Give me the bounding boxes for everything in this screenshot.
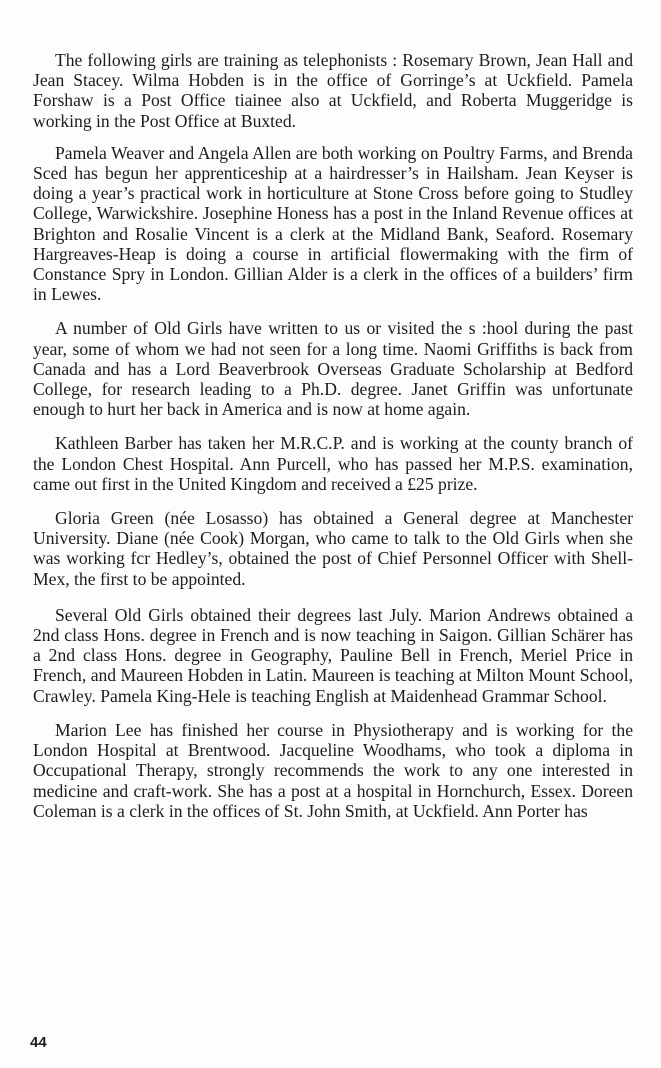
body-text <box>33 50 633 821</box>
paragraph-gloria-green: Gloria Green (née Losasso) has obtained a General degree at Manchester University. Diane (née Cook) Morgan, who came to talk to the Old Girls when she was working fcr Hedley’s, obtained the post of Chief Personnel Officer with Shell-Mex, the first to be appointed. <box>33 508 633 589</box>
paragraph-kathleen-barber: Kathleen Barber has taken her M.R.C.P. and is working at the county branch of the London Chest Hospital. Ann Purcell, who has passed her M.P.S. examination, came out first in the United Kingdom and received a £25 prize. <box>33 433 633 494</box>
paragraph-marion-lee: Marion Lee has finished her course in Physiotherapy and is working for the London Hospital at Brentwood. Jacqueline Woodhams, who took a diploma in Occupational Therapy, strongly recommends the work to any one interested in medicine and craft-work. She has a post at a hospital in Hornchurch, Essex. Doreen Coleman is a clerk in the offices of St. John Smith, at Uckfield. Ann Porter has <box>33 719 633 821</box>
page-number: 44 <box>30 1034 47 1051</box>
paragraph-degrees: Several Old Girls obtained their degrees last July. Marion Andrews obtained a 2nd class Hons. degree in French and is now teaching in Saigon. Gillian Schärer has a 2nd class Hons. degree in Geography, Pauline Bell in French, Meriel Price in French, and Maureen Hobden in Latin. Maureen is teaching at Milton Mount School, Crawley. Pamela King-Hele is teaching English at Maidenhead Grammar School. <box>33 604 633 706</box>
paragraph-old-girls-visits: A number of Old Girls have written to us or visited the s :hool during the past year, some of whom we had not seen for a long time. Naomi Griffiths is back from Canada and has a Lord Beaverbrook Overseas Graduate Scholarship at Bedford College, for research leading to a Ph.D. degree. Janet Griffin was unfortunate enough to hurt her back in America and is now at home again. <box>33 318 633 420</box>
paragraph-poultry-farms: Pamela Weaver and Angela Allen are both working on Poultry Farms, and Brenda Sced has begun her apprenticeship at a hairdresser’s in Hailsham. Jean Keyser is doing a year’s practical work in horticulture at Stone Cross before going to Studley College, Warwickshire. Josephine Honess has a post in the Inland Revenue offices at Brighton and Rosalie Vincent is a clerk at the Midland Bank, Seaford. Rosemary Hargreaves-Heap is doing a course in artificial flowermaking with the firm of Constance Spry in London. Gillian Alder is a clerk in the offices of a builders’ firm in Lewes. <box>33 142 633 305</box>
paragraph-telephonists: The following girls are training as telephonists : Rosemary Brown, Jean Hall and Jean Stacey. Wilma Hobden is in the office of Gorringe’s at Uckfield. Pamela Forshaw is a Post Office tiainee also at Uckfield, and Roberta Muggeridge is working in the Post Office at Buxted. <box>33 50 633 131</box>
